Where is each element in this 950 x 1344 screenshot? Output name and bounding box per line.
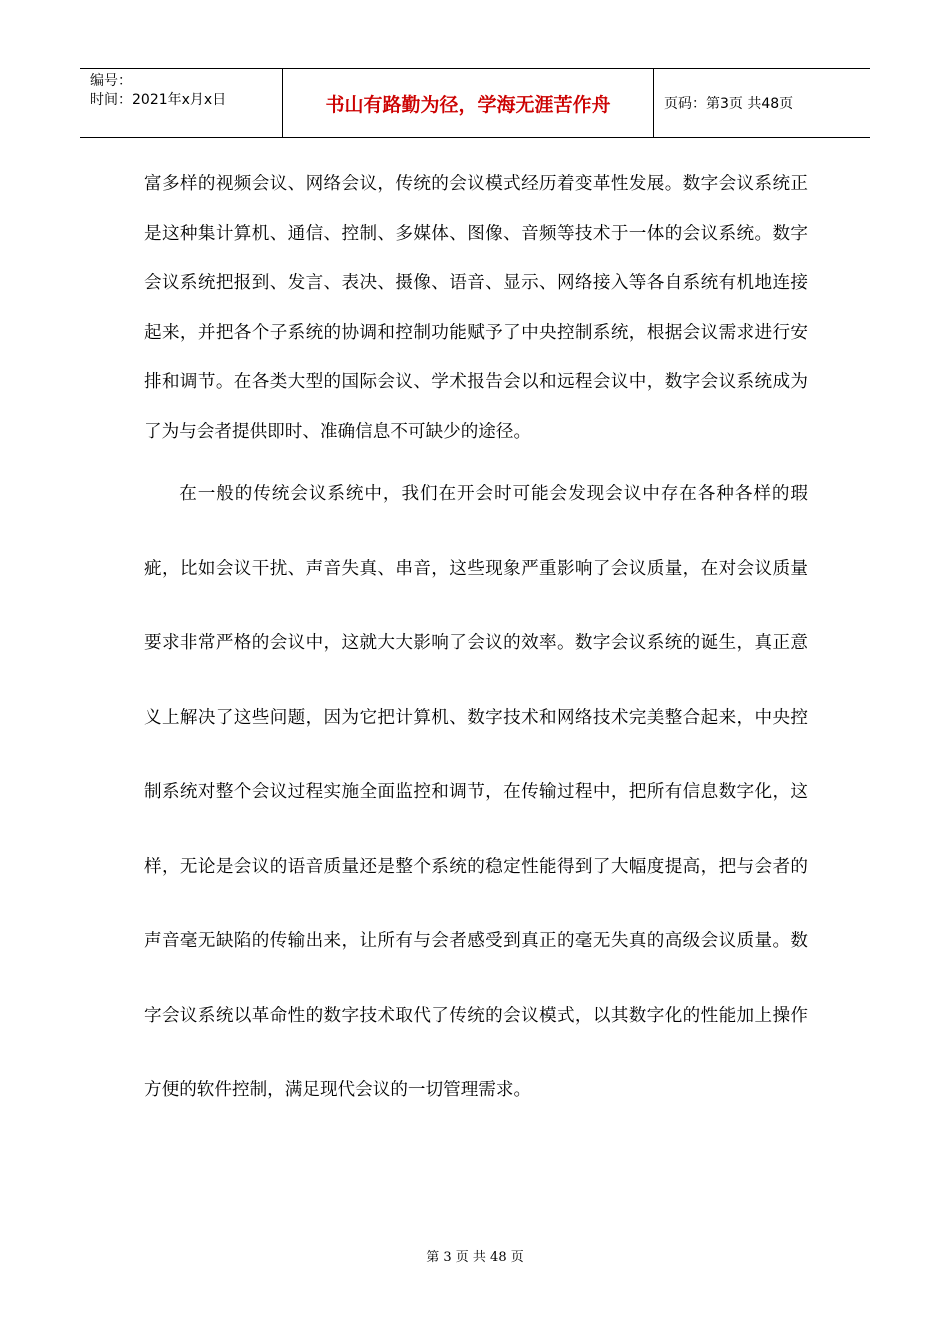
header-page-label: 页码：第3页 共48页 [664, 96, 794, 112]
time-label: 时间：2021年x月x日 [90, 92, 227, 108]
paragraph-2: 在一般的传统会议系统中，我们在开会时可能会发现会议中存在各种各样的瑕疵，比如会议干扰、声音失真、串音，这些现象严重影响了会议质量，在对会议质量要求非常严格的会议中，这就大大影响了会议的效率。数字会议系统的诞生，真正意义上解决了这些问题，因为它把计算机、数字技术和网络技术完美整合起来，中央控制系统对整个会议过程实施全面监控和调节，在传输过程中，把所有信息数字化，这样，无论是会议的语音质量还是整个系统的稳定性能得到了大幅度提高，把与会者的声音毫无缺陷的传输出来，让所有与会者感受到真正的毫无失真的高级会议质量。数字会议系统以革命性的数字技术取代了传统的会议模式，以其数字化的性能加上操作方便的软件控制，满足现代会议的一切管理需求。 [144, 484, 808, 1100]
page-header [80, 68, 870, 138]
document-body [144, 160, 808, 1128]
header-meta [80, 69, 283, 137]
paragraph-1: 富多样的视频会议、网络会议，传统的会议模式经历着变革性发展。数字会议系统正是这种集计算机、通信、控制、多媒体、图像、音频等技术于一体的会议系统。数字会议系统把报到、发言、表决、摄像、语音、显示、网络接入等各自系统有机地连接起来，并把各个子系统的协调和控制功能赋予了中央控制系统，根据会议需求进行安排和调节。在各类大型的国际会议、学术报告会以和远程会议中，数字会议系统成为了为与会者提供即时、准确信息不可缺少的途径。 [144, 174, 808, 442]
header-motto: 书山有路勤为径，学海无涯苦作舟 [283, 69, 654, 137]
page-footer: 第 3 页 共 48 页 [426, 1250, 524, 1265]
code-label: 编号： [90, 73, 132, 89]
